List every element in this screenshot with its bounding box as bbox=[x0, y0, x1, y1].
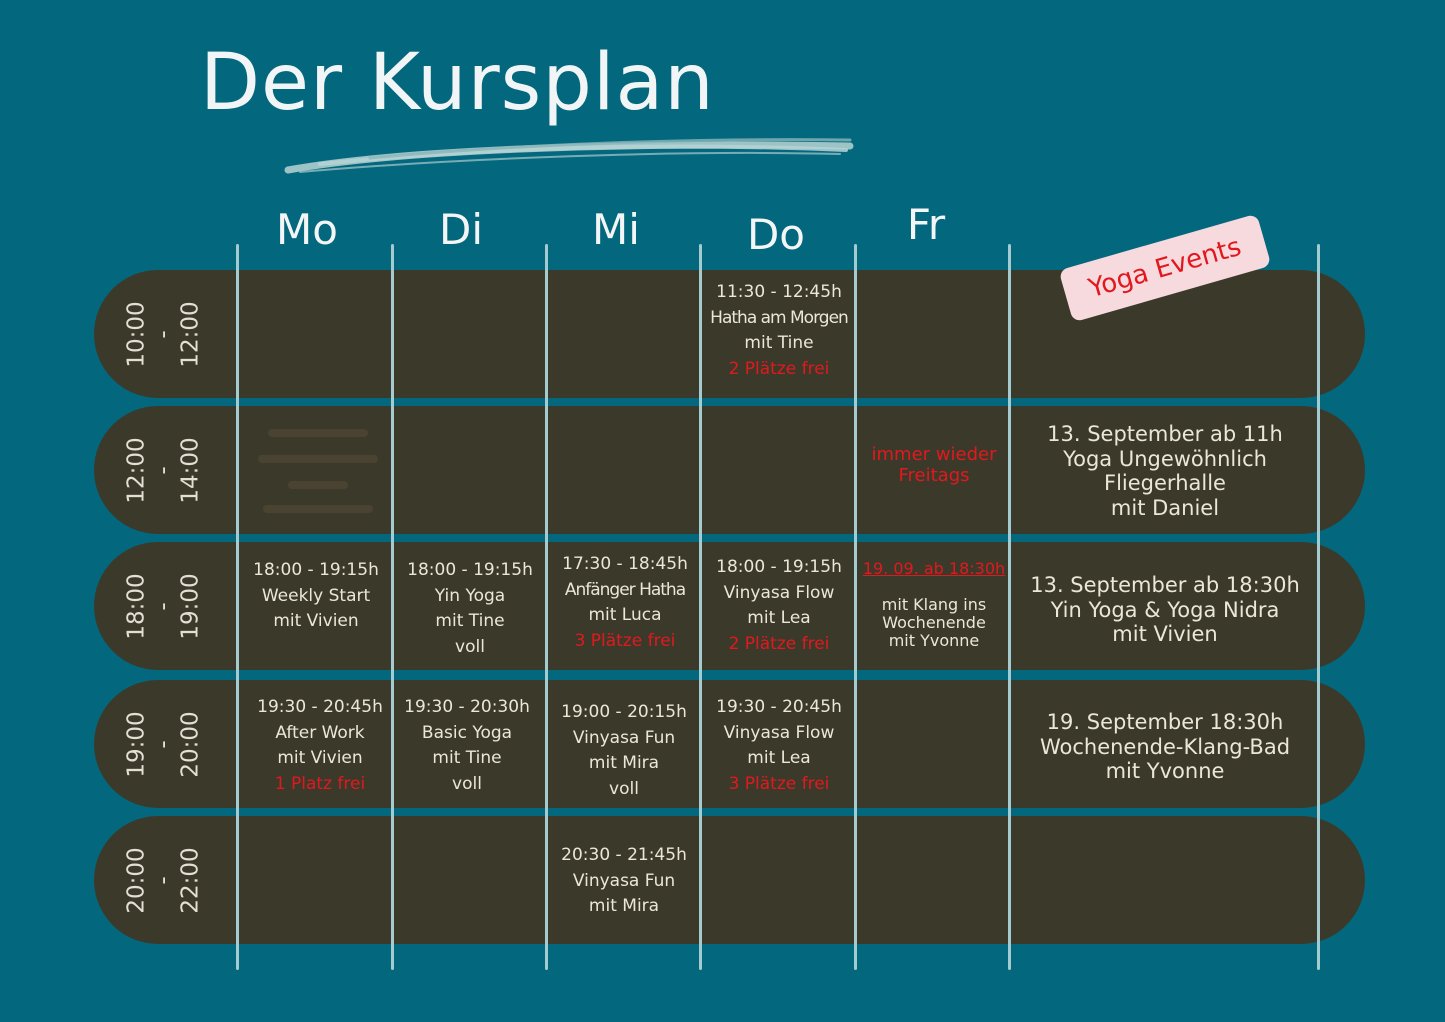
day-header-do: Do bbox=[746, 210, 806, 259]
class-cell-fr-row-2: immer wieder Freitags bbox=[871, 444, 997, 486]
day-header-di: Di bbox=[438, 205, 483, 254]
brush-underline bbox=[280, 128, 860, 178]
time-label-row-2: 12:00 - 14:00 bbox=[123, 436, 204, 504]
event-entry-3: 19. September 18:30h Wochenende-Klang-Bad mit Yvonne bbox=[1039, 710, 1291, 783]
day-header-mo: Mo bbox=[276, 205, 338, 254]
class-cell-do-row-4: 19:30 - 20:45h Vinyasa Flow mit Lea 3 Plätze frei bbox=[716, 697, 842, 794]
class-cell-di-row-4: 19:30 - 20:30h Basic Yoga mit Tine voll bbox=[404, 697, 530, 794]
page-title: Der Kursplan bbox=[200, 38, 715, 128]
class-cell-mo-row-4: 19:30 - 20:45h After Work mit Vivien 1 Platz frei bbox=[257, 697, 383, 794]
day-header-fr: Fr bbox=[906, 200, 946, 249]
time-label-row-5: 20:00 - 22:00 bbox=[123, 846, 204, 914]
faded-entry bbox=[242, 425, 394, 515]
event-entry-1: 13. September ab 11h Yoga Ungewöhnlich Fliegerhalle mit Daniel bbox=[1047, 422, 1283, 520]
row-band-5 bbox=[94, 816, 1365, 944]
class-cell-fr-row-3: 19. 09. ab 18:30h mit Klang ins Wochenende mit Yvonne bbox=[862, 559, 1006, 650]
event-entry-2: 13. September ab 18:30h Yin Yoga & Yoga Nidra mit Vivien bbox=[1030, 573, 1300, 646]
class-cell-mo-row-3: 18:00 - 19:15h Weekly Start mit Vivien bbox=[253, 560, 379, 631]
class-cell-do-row-3: 18:00 - 19:15h Vinyasa Flow mit Lea 2 Plätze frei bbox=[716, 557, 842, 654]
time-label-row-4: 19:00 - 20:00 bbox=[123, 710, 204, 778]
class-cell-mi-row-5: 20:30 - 21:45h Vinyasa Fun mit Mira bbox=[561, 845, 687, 916]
time-label-row-1: 10:00 - 12:00 bbox=[123, 300, 204, 368]
class-cell-mi-row-4: 19:00 - 20:15h Vinyasa Fun mit Mira voll bbox=[561, 702, 687, 799]
class-cell-do-row-1: 11:30 - 12:45h Hatha am Morgen mit Tine 2 Plätze frei bbox=[710, 282, 848, 379]
class-cell-mi-row-3: 17:30 - 18:45h Anfänger Hatha mit Luca 3 Plätze frei bbox=[562, 554, 688, 651]
day-header-mi: Mi bbox=[592, 205, 640, 254]
time-label-row-3: 18:00 - 19:00 bbox=[123, 572, 204, 640]
class-cell-di-row-3: 18:00 - 19:15h Yin Yoga mit Tine voll bbox=[407, 560, 533, 657]
column-divider bbox=[236, 244, 239, 970]
yoga-events-label: Yoga Events bbox=[1085, 231, 1245, 305]
